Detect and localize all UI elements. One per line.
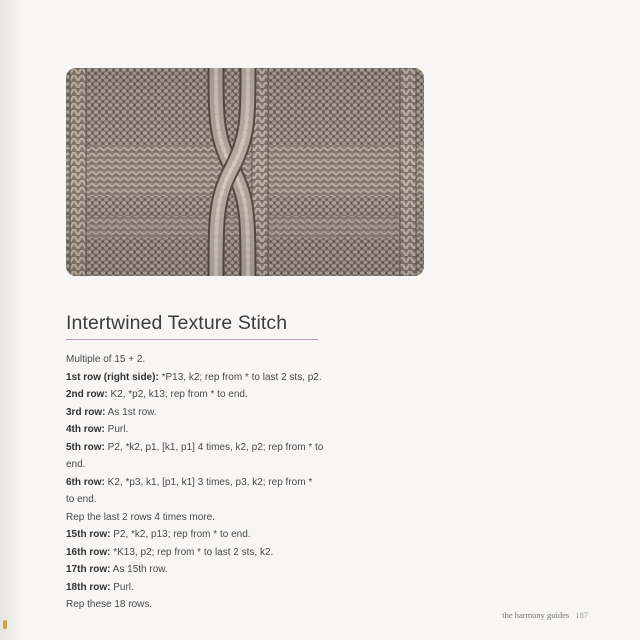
row-text: K2, *p2, k13; rep from * to end. (107, 389, 248, 400)
row-label: 4th row: (66, 424, 105, 435)
row-text: end. (66, 459, 86, 470)
instruction-line (66, 456, 328, 474)
instruction-line (66, 596, 328, 614)
instruction-line (66, 474, 328, 492)
row-text: Purl. (110, 581, 134, 593)
instruction-line (66, 386, 328, 404)
instruction-line (66, 526, 328, 544)
row-text: *K13, p2; rep from * to last 2 sts, k2. (110, 546, 274, 558)
book-title: the harmony guides (502, 610, 570, 620)
page-edge-mark (3, 620, 7, 629)
stitch-swatch-photo (66, 68, 424, 276)
row-label: 17th row: (66, 564, 111, 575)
page-gutter-shadow (0, 0, 22, 640)
row-text: to end. (66, 494, 97, 505)
row-text: Multiple of 15 + 2. (66, 354, 146, 365)
pattern-instructions (66, 351, 328, 614)
row-label: 1st row (right side): (66, 371, 159, 383)
row-text: K2, *p3, k1, [p1, k1] 3 times, p3, k2; rep from * (104, 476, 313, 488)
instruction-line (66, 439, 328, 457)
section-title: Intertwined Texture Stitch (66, 312, 288, 334)
instruction-line (66, 404, 328, 422)
row-label: 16th row: (66, 546, 111, 558)
row-label: 5th row: (66, 441, 105, 453)
title-divider (66, 339, 318, 340)
instruction-line (66, 544, 328, 562)
row-label: 6th row: (66, 476, 105, 488)
row-text: As 15th row. (110, 564, 168, 575)
row-text: As 1st row. (105, 406, 157, 418)
row-label: 2nd row: (66, 389, 108, 400)
page-number: 187 (575, 610, 588, 620)
knitted-swatch-image (66, 68, 424, 276)
instruction-line (66, 351, 328, 369)
row-text: *P13, k2; rep from * to last 2 sts, p2. (158, 371, 322, 383)
instruction-line (66, 369, 328, 387)
row-text: Rep these 18 rows. (66, 599, 153, 610)
row-label: 18th row: (66, 581, 111, 593)
row-text: P2, *k2, p1, [k1, p1] 4 times, k2, p2; rep from * to (104, 441, 324, 453)
row-text: Purl. (104, 424, 129, 435)
instruction-line (66, 509, 328, 527)
instruction-line (66, 579, 328, 597)
instruction-line (66, 421, 328, 439)
row-text: Rep the last 2 rows 4 times more. (66, 511, 215, 523)
row-text: P2, *k2, p13; rep from * to end. (110, 529, 251, 540)
row-label: 15th row: (66, 529, 111, 540)
row-label: 3rd row: (66, 406, 106, 418)
instruction-line (66, 491, 328, 509)
instruction-line (66, 561, 328, 579)
page-footer (502, 610, 588, 620)
